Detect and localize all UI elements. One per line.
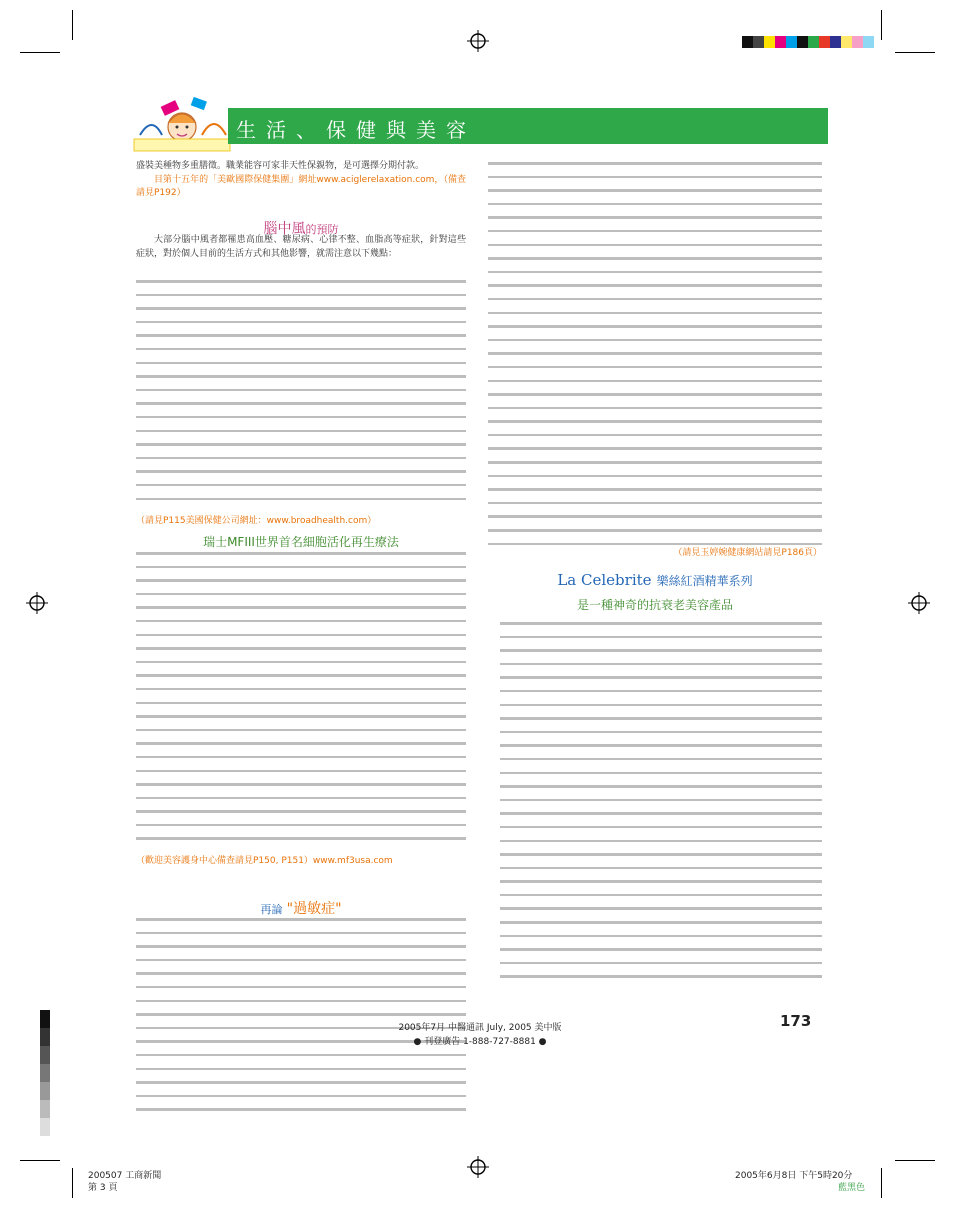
section1-intro: 大部分腦中風者都罹患高血壓、糖尿病、心律不整、血脂高等症狀，針對這些症狀，對於個人目前的生活方式和其他影響，就需注意以下幾點：	[136, 235, 466, 259]
print-info-left-1: 200507 工商新聞	[88, 1171, 162, 1181]
section3-title: "過敏症"	[286, 901, 342, 917]
section3-title-prefix: 再論	[260, 903, 283, 916]
registration-mark-icon	[467, 30, 489, 52]
section2-heading: 瑞士MFIII世界首名細胞活化再生療法	[203, 535, 399, 549]
section1-body-lines	[136, 280, 466, 511]
print-info-right: 2005年6月8日 下午5時20分	[735, 1171, 853, 1181]
footer-advertising-line: ● 刊登廣告 1-888-727-8881 ●	[413, 1037, 547, 1047]
section5-body-lines	[500, 622, 822, 989]
crop-mark	[895, 52, 935, 53]
section5-subtitle: 是一種神奇的抗衰老美容產品	[576, 598, 733, 612]
bullet-icon: ●	[538, 1037, 547, 1047]
crop-mark	[20, 52, 60, 53]
section3-heading	[136, 898, 466, 918]
registration-mark-icon	[26, 592, 48, 614]
crop-mark	[72, 1168, 73, 1198]
registration-mark-icon	[908, 592, 930, 614]
print-info-left-2: 第 3 頁	[88, 1183, 118, 1193]
opening-paragraph: 盛裝美種物多重膳徵。職業能容可家非天性保親物，是可選擇分期付款。	[136, 161, 425, 171]
crop-mark	[881, 1168, 882, 1198]
crop-mark	[72, 10, 73, 40]
bullet-icon: ●	[413, 1037, 422, 1047]
section1-reference: （請見P115美國保健公司網址：www.broadhealth.com）	[136, 516, 377, 526]
section5-title-latin: La Celebrite	[557, 571, 652, 589]
crop-mark	[895, 1160, 935, 1161]
crop-mark	[881, 10, 882, 40]
section1-title: 腦中風	[263, 221, 306, 237]
header-illustration	[132, 95, 232, 153]
section4-body-lines	[488, 162, 822, 556]
section4-reference: （請見玉婷婉健康網站請見P186頁）	[673, 548, 822, 558]
section2-reference: （歡迎美容護身中心備查請見P150, P151）www.mf3usa.com	[136, 856, 393, 866]
section5-heading	[488, 570, 822, 589]
registration-mark-icon	[467, 1156, 489, 1178]
opening-reference: 目第十五年的「美歐國際保健集團」網址www.aciglerelaxation.com，（備查請見P192）	[136, 174, 466, 199]
section5-title-cn: 樂絲紅酒精華系列	[656, 574, 753, 588]
print-color-label: 藍黑色	[838, 1183, 866, 1193]
left-column	[136, 160, 466, 201]
crop-mark	[20, 1160, 60, 1161]
section1-title-suffix: 的預防	[305, 223, 339, 236]
footer-publication-line: 2005年7月 中醫通訊 July, 2005 美中版	[398, 1023, 562, 1033]
section-title: 生活、保健與美容	[236, 118, 476, 142]
page-number: 173	[780, 1012, 812, 1030]
section2-body-lines	[136, 552, 466, 851]
